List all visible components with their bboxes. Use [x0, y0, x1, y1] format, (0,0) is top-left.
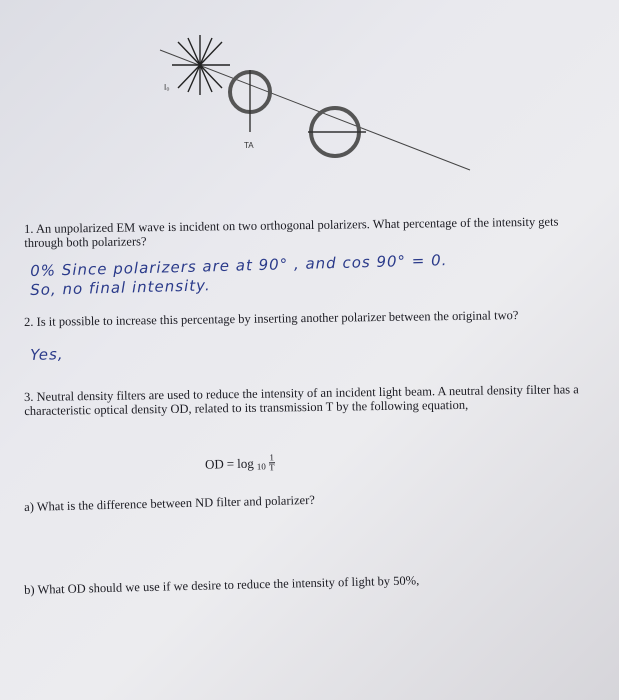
- polarizer-1: [230, 70, 270, 132]
- handwritten-answer-1-line-2: So, no final intensity.: [30, 276, 211, 299]
- question-3b: b) What OD should we use if we desire to reduce the intensity of light by 50%,: [24, 573, 420, 597]
- od-equation: [205, 453, 275, 473]
- equation-log-base: 10: [256, 460, 266, 472]
- fraction-denominator: T: [268, 462, 275, 473]
- equation-log: log: [236, 455, 254, 471]
- label-ta: TA: [244, 141, 254, 150]
- question-1: 1. An unpolarized EM wave is incident on two orthogonal polarizers. What percentage of the intensity gets through both polarizers?: [24, 214, 559, 250]
- unpolarized-light-icon: [172, 35, 230, 95]
- question-3: 3. Neutral density filters are used to reduce the intensity of an incident light beam. A neutral density filter has a characteristic optical density OD, related to its transmission T by the following equation,: [24, 382, 579, 418]
- equation-equals: =: [226, 455, 235, 471]
- polarizer-diagram: [140, 20, 520, 180]
- equation-lhs: OD: [204, 455, 224, 472]
- equation-fraction: [269, 453, 275, 472]
- handwritten-answer-2: Yes,: [30, 345, 64, 364]
- question-2: 2. Is it possible to increase this percentage by inserting another polarizer between the original two?: [24, 308, 519, 329]
- question-3a: a) What is the difference between ND filter and polarizer?: [24, 492, 315, 514]
- fraction-numerator: 1: [269, 452, 274, 463]
- handwritten-answer-1-line-1: 0% Since polarizers are at 90° , and cos 90° = 0.: [30, 251, 448, 280]
- label-i0: I₀: [164, 83, 170, 92]
- beam-line: [160, 50, 470, 170]
- polarizer-2: [308, 108, 366, 156]
